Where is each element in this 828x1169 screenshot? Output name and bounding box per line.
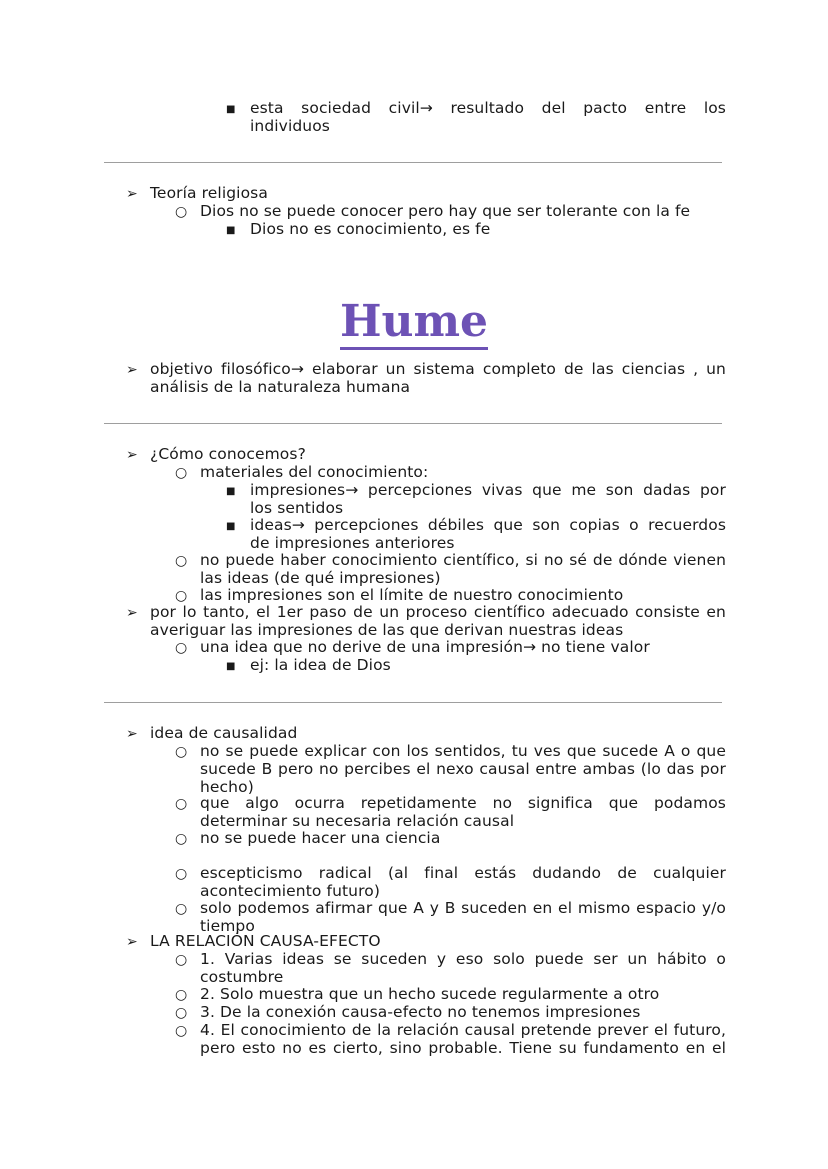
circle-bullet-icon: ○ — [175, 987, 188, 1003]
text-line: acontecimiento futuro) — [200, 882, 380, 900]
text-line: análisis de la naturaleza humana — [150, 378, 411, 396]
text-line: tiempo — [200, 917, 255, 935]
text-line: materiales del conocimiento: — [200, 463, 429, 481]
text-line: Dios no se puede conocer pero hay que ser tolerante con la fe — [200, 202, 691, 220]
text-line: las ideas (de qué impresiones) — [200, 569, 441, 587]
circle-bullet-icon: ○ — [175, 1023, 188, 1039]
text-line: objetivo filosófico→ elaborar un sistema completo de las ciencias , un — [150, 360, 726, 378]
text-line: averiguar las impresiones de las que derivan nuestras ideas — [150, 621, 624, 639]
text-line: no puede haber conocimiento científico, si no sé de dónde vienen — [200, 551, 726, 569]
text-line: 1. Varias ideas se suceden y eso solo puede ser un hábito o — [200, 950, 726, 968]
circle-bullet-icon: ○ — [175, 1005, 188, 1021]
text-line: 2. Solo muestra que un hecho sucede regularmente a otro — [200, 985, 660, 1003]
text-line: individuos — [250, 117, 330, 135]
arrow-bullet-icon: ➢ — [126, 726, 138, 742]
arrow-bullet-icon: ➢ — [126, 605, 138, 621]
text-line: idea de causalidad — [150, 724, 298, 742]
square-bullet-icon: ■ — [226, 661, 236, 672]
text-line: LA RELACIÓN CAUSA-EFECTO — [150, 932, 381, 950]
circle-bullet-icon: ○ — [175, 744, 188, 760]
text-line: ¿Cómo conocemos? — [150, 445, 306, 463]
text-line: pero esto no es cierto, sino probable. Tiene su fundamento en el — [200, 1039, 726, 1057]
square-bullet-icon: ■ — [226, 486, 236, 497]
text-line: de impresiones anteriores — [250, 534, 455, 552]
text-line: costumbre — [200, 968, 284, 986]
text-line: hecho) — [200, 778, 254, 796]
text-line: los sentidos — [250, 499, 344, 517]
square-bullet-icon: ■ — [226, 104, 236, 115]
text-line: sucede B pero no percibes el nexo causal entre ambas (lo das por — [200, 760, 726, 778]
text-line: no se puede explicar con los sentidos, tu ves que sucede A o que — [200, 742, 726, 760]
arrow-bullet-icon: ➢ — [126, 186, 138, 202]
circle-bullet-icon: ○ — [175, 866, 188, 882]
text-line: 4. El conocimiento de la relación causal pretende prever el futuro, — [200, 1021, 726, 1039]
text-line: solo podemos afirmar que A y B suceden en el mismo espacio y/o — [200, 899, 726, 917]
page-title-text: Hume — [340, 296, 488, 350]
text-line: no se puede hacer una ciencia — [200, 829, 441, 847]
arrow-bullet-icon: ➢ — [126, 934, 138, 950]
text-line: 3. De la conexión causa-efecto no tenemos impresiones — [200, 1003, 641, 1021]
text-line: una idea que no derive de una impresión→ no tiene valor — [200, 638, 650, 656]
circle-bullet-icon: ○ — [175, 204, 188, 220]
circle-bullet-icon: ○ — [175, 901, 188, 917]
text-line: las impresiones son el límite de nuestro conocimiento — [200, 586, 624, 604]
divider — [104, 702, 722, 703]
square-bullet-icon: ■ — [226, 225, 236, 236]
circle-bullet-icon: ○ — [175, 553, 188, 569]
circle-bullet-icon: ○ — [175, 588, 188, 604]
page-title — [0, 296, 828, 348]
circle-bullet-icon: ○ — [175, 465, 188, 481]
text-line: Dios no es conocimiento, es fe — [250, 220, 491, 238]
square-bullet-icon: ■ — [226, 521, 236, 532]
text-line: ideas→ percepciones débiles que son copias o recuerdos — [250, 516, 726, 534]
divider — [104, 162, 722, 163]
text-line: escepticismo radical (al final estás dudando de cualquier — [200, 864, 726, 882]
divider — [104, 423, 722, 424]
text-line: Teoría religiosa — [150, 184, 268, 202]
circle-bullet-icon: ○ — [175, 952, 188, 968]
circle-bullet-icon: ○ — [175, 796, 188, 812]
text-line: determinar su necesaria relación causal — [200, 812, 515, 830]
text-line: impresiones→ percepciones vivas que me son dadas por — [250, 481, 726, 499]
arrow-bullet-icon: ➢ — [126, 362, 138, 378]
text-line: que algo ocurra repetidamente no significa que podamos — [200, 794, 726, 812]
circle-bullet-icon: ○ — [175, 640, 188, 656]
text-line: esta sociedad civil→ resultado del pacto entre los — [250, 99, 726, 117]
arrow-bullet-icon: ➢ — [126, 447, 138, 463]
text-line: por lo tanto, el 1er paso de un proceso científico adecuado consiste en — [150, 603, 726, 621]
text-line: ej: la idea de Dios — [250, 656, 391, 674]
circle-bullet-icon: ○ — [175, 831, 188, 847]
